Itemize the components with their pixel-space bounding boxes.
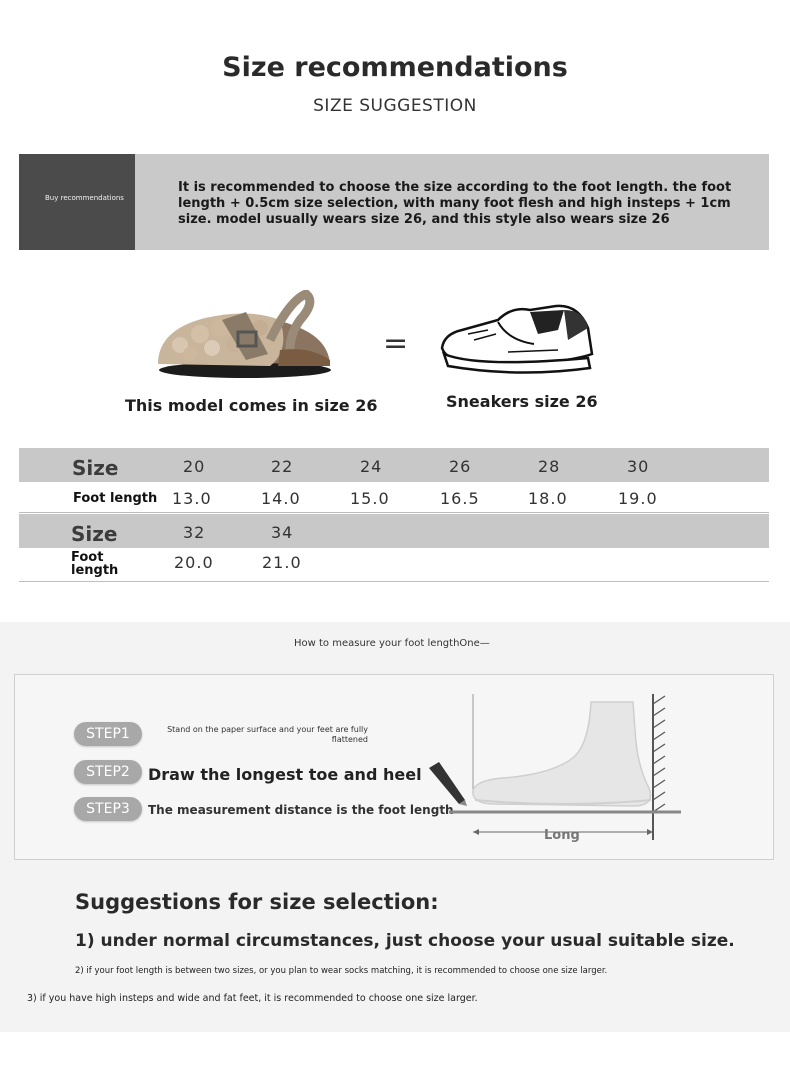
foot-length-label: Foot length [73, 491, 158, 506]
slipper-image [150, 290, 340, 380]
foot-measure-diagram [425, 690, 705, 850]
foot-length-cell: 21.0 [262, 553, 302, 572]
foot-length-cell: 18.0 [528, 489, 568, 508]
page-title: Size recommendations [222, 52, 568, 83]
equals-sign: = [383, 326, 409, 361]
model-size-caption: This model comes in size 26 [125, 396, 378, 415]
sneaker-size-caption: Sneakers size 26 [446, 392, 598, 411]
step2-pill: STEP2 [74, 760, 142, 784]
size-row-band [19, 448, 769, 482]
size-cell: 30 [627, 457, 650, 476]
size-cell: 34 [271, 523, 294, 542]
size-row-label: Size [72, 456, 119, 480]
suggestions-title: Suggestions for size selection: [75, 890, 439, 914]
recommendation-label: Buy recommendations [45, 194, 124, 202]
size-cell: 28 [538, 457, 561, 476]
suggestion-1: 1) under normal circumstances, just choose your usual suitable size. [75, 931, 735, 951]
measure-title: How to measure your foot lengthOne— [294, 638, 490, 649]
foot-length-cell: 16.5 [440, 489, 480, 508]
foot-length-cell: 14.0 [261, 489, 301, 508]
step1-pill: STEP1 [74, 722, 142, 746]
foot-length-label: Foot length [71, 550, 119, 578]
size-cell: 32 [183, 523, 206, 542]
sneaker-image [438, 300, 598, 380]
long-label: Long [544, 828, 580, 843]
table-divider [19, 512, 769, 513]
page-subtitle: SIZE SUGGESTION [313, 96, 477, 116]
table-bottom-rule [19, 581, 769, 582]
foot-length-cell: 13.0 [172, 489, 212, 508]
recommendation-text: It is recommended to choose the size according to the foot length. the foot length + 0.5cm size selection, with many foot flesh and high insteps + 1cm size. model usually wears size 26, and this style also wears size 26 [178, 180, 732, 227]
size-cell: 26 [449, 457, 472, 476]
size-cell: 20 [183, 457, 206, 476]
step3-pill: STEP3 [74, 797, 142, 821]
size-row-band [19, 514, 769, 548]
step2-text: Draw the longest toe and heel [148, 765, 422, 784]
step3-text: The measurement distance is the foot length [148, 803, 454, 817]
size-row-label: Size [71, 522, 118, 546]
size-cell: 24 [360, 457, 383, 476]
foot-length-cell: 19.0 [618, 489, 658, 508]
step1-text: Stand on the paper surface and your feet are fully flattened [167, 725, 368, 744]
foot-length-cell: 20.0 [174, 553, 214, 572]
suggestion-3: 3) if you have high insteps and wide and fat feet, it is recommended to choose one size larger. [27, 993, 478, 1004]
size-cell: 22 [271, 457, 294, 476]
foot-length-cell: 15.0 [350, 489, 390, 508]
suggestion-2: 2) if your foot length is between two sizes, or you plan to wear socks matching, it is recommended to choose one size larger. [75, 966, 608, 976]
